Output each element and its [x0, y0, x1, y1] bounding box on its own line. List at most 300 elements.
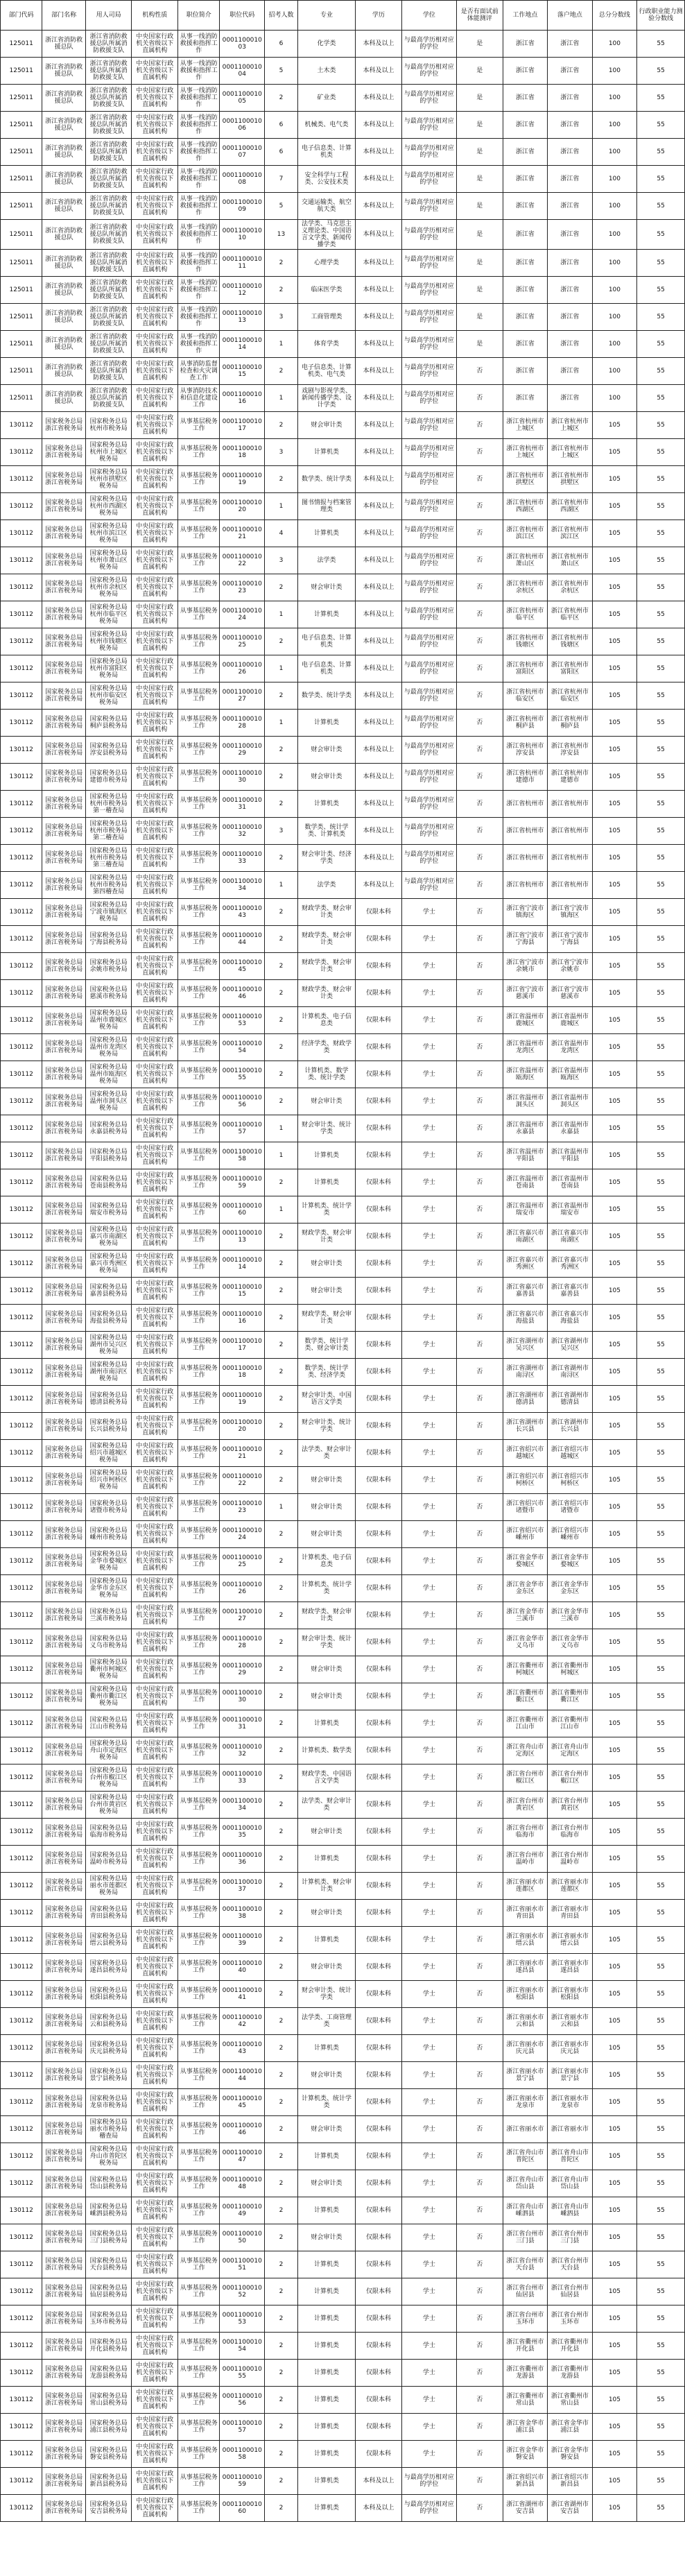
table-cell: 105	[592, 493, 637, 520]
table-cell: 国家税务总局浙江省税务局	[42, 1061, 85, 1088]
table-cell: 105	[592, 2062, 637, 2089]
table-cell: 学士	[401, 1332, 456, 1359]
table-row	[1, 520, 685, 547]
table-cell: 125011	[1, 250, 42, 277]
table-cell: 学士	[401, 1413, 456, 1440]
table-cell: 从事基层税务工作	[178, 764, 220, 791]
table-cell: 财会审计类	[297, 1467, 355, 1494]
table-cell: 浙江省消防救援总队	[42, 304, 85, 331]
table-cell: 否	[456, 872, 503, 899]
table-cell: 电子信息类、计算机类	[297, 139, 355, 166]
table-cell: 浙江省衢州市柯城区	[548, 1656, 593, 1683]
table-cell: 105	[592, 1007, 637, 1034]
table-cell: 国家税务总局衢州市衢江区税务局	[85, 1683, 132, 1710]
table-cell: 仅限本科	[356, 1305, 402, 1332]
table-cell: 法学类、财会审计类	[297, 1792, 355, 1819]
table-cell: 国家税务总局浙江省税务局	[42, 601, 85, 628]
table-cell: 105	[592, 2143, 637, 2170]
table-cell: 55	[637, 2495, 685, 2522]
table-cell: 55	[637, 1575, 685, 1602]
table-cell: 从事基层税务工作	[178, 1764, 220, 1792]
column-header: 招考人数	[265, 1, 298, 31]
table-cell: 105	[592, 2387, 637, 2414]
table-cell: 本科及以上	[356, 466, 402, 493]
table-cell: 105	[592, 2251, 637, 2278]
table-cell: 财会审计类	[297, 1088, 355, 1115]
table-cell: 浙江省温州市瑞安市	[548, 1196, 593, 1223]
table-cell: 国家税务总局遂昌县税务局	[85, 1954, 132, 1981]
table-row	[1, 1494, 685, 1521]
table-cell: 财会审计类	[297, 1683, 355, 1710]
table-cell: 国家税务总局浙江省税务局	[42, 1521, 85, 1548]
table-cell: 浙江省金华市浦江县	[503, 2414, 548, 2441]
table-cell: 国家税务总局浙江省税务局	[42, 791, 85, 818]
table-cell: 浙江省湖州市安吉县	[548, 2495, 593, 2522]
table-cell: 从事消防监督检查和火灾调查工作	[178, 358, 220, 385]
table-row	[1, 2305, 685, 2333]
table-row	[1, 2035, 685, 2062]
table-cell: 2	[265, 1656, 298, 1683]
table-row	[1, 1629, 685, 1656]
table-cell: 仅限本科	[356, 2062, 402, 2089]
table-cell: 2	[265, 1927, 298, 1954]
table-cell: 130112	[1, 1007, 42, 1034]
table-cell: 浙江省丽水市缙云县	[548, 1927, 593, 1954]
table-cell: 130112	[1, 682, 42, 710]
table-cell: 105	[592, 1981, 637, 2008]
table-cell: 000110001010	[220, 220, 265, 250]
table-cell: 1	[265, 385, 298, 412]
table-cell: 学士	[401, 1873, 456, 1900]
table-cell: 浙江省杭州市拱墅区	[548, 466, 593, 493]
table-cell: 000110001012	[220, 277, 265, 304]
table-cell: 国家税务总局浙江省税务局	[42, 1223, 85, 1251]
table-cell: 中央国家行政机关省级以下直属机构	[132, 601, 178, 628]
table-cell: 55	[637, 2197, 685, 2224]
table-cell: 国家税务总局玉环市税务局	[85, 2305, 132, 2333]
table-cell: 否	[456, 1954, 503, 1981]
table-cell: 2	[265, 1332, 298, 1359]
table-cell: 2	[265, 1575, 298, 1602]
table-cell: 仅限本科	[356, 980, 402, 1007]
table-cell: 浙江省金华市兰溪市	[548, 1602, 593, 1629]
table-cell: 学士	[401, 1954, 456, 1981]
table-cell: 浙江省温州市鹿城区	[548, 1007, 593, 1034]
table-cell: 130112	[1, 1846, 42, 1873]
table-cell: 130112	[1, 1061, 42, 1088]
table-cell: 国家税务总局浙江省税务局	[42, 1142, 85, 1169]
table-cell: 否	[456, 2062, 503, 2089]
table-cell: 数学类、统计学类	[297, 682, 355, 710]
table-cell: 000110001044	[220, 926, 265, 953]
table-cell: 000110001047	[220, 2143, 265, 2170]
table-row	[1, 31, 685, 58]
table-cell: 国家税务总局常山县税务局	[85, 2387, 132, 2414]
table-cell: 100	[592, 277, 637, 304]
table-cell: 105	[592, 926, 637, 953]
table-cell: 浙江省绍兴市诸暨市	[503, 1494, 548, 1521]
table-cell: 中央国家行政机关省级以下直属机构	[132, 85, 178, 112]
table-cell: 中央国家行政机关省级以下直属机构	[132, 1792, 178, 1819]
table-cell: 55	[637, 1115, 685, 1142]
table-cell: 100	[592, 31, 637, 58]
table-cell: 6	[265, 31, 298, 58]
table-cell: 浙江省消防救援总队	[42, 139, 85, 166]
table-cell: 浙江省杭州市拱墅区	[503, 466, 548, 493]
table-cell: 国家税务总局杭州市萧山区税务局	[85, 547, 132, 574]
table-cell: 国家税务总局浙江省税务局	[42, 2008, 85, 2035]
table-cell: 100	[592, 112, 637, 139]
table-cell: 国家税务总局浙江省税务局	[42, 845, 85, 872]
table-cell: 从事基层税务工作	[178, 1278, 220, 1305]
table-cell: 2	[265, 2495, 298, 2522]
table-cell: 从事基层税务工作	[178, 1737, 220, 1764]
table-cell: 中央国家行政机关省级以下直属机构	[132, 2305, 178, 2333]
table-cell: 计算机类、统计学类	[297, 2089, 355, 2116]
table-cell: 55	[637, 2089, 685, 2116]
table-cell: 55	[637, 574, 685, 601]
table-cell: 国家税务总局浙江省税务局	[42, 1169, 85, 1196]
table-cell: 浙江省	[503, 31, 548, 58]
table-cell: 55	[637, 1061, 685, 1088]
table-cell: 105	[592, 737, 637, 764]
table-cell: 浙江省台州市临海市	[548, 1819, 593, 1846]
table-cell: 000110001054	[220, 1034, 265, 1061]
table-cell: 5	[265, 193, 298, 220]
table-cell: 国家税务总局浙江省税务局	[42, 1873, 85, 1900]
table-cell: 否	[456, 818, 503, 845]
table-cell: 浙江省消防救援总队	[42, 85, 85, 112]
table-cell: 浙江省杭州市	[503, 872, 548, 899]
table-cell: 从事一线消防救援和指挥工作	[178, 85, 220, 112]
table-row	[1, 2360, 685, 2387]
table-cell: 105	[592, 1278, 637, 1305]
table-cell: 从事基层税务工作	[178, 2035, 220, 2062]
table-cell: 国家税务总局浙江省税务局	[42, 1251, 85, 1278]
table-cell: 从事基层税务工作	[178, 1954, 220, 1981]
table-row	[1, 277, 685, 304]
table-cell: 从事基层税务工作	[178, 899, 220, 926]
table-cell: 中央国家行政机关省级以下直属机构	[132, 2495, 178, 2522]
table-cell: 仅限本科	[356, 1656, 402, 1683]
table-cell: 105	[592, 2008, 637, 2035]
table-cell: 国家税务总局浙江省税务局	[42, 980, 85, 1007]
table-cell: 浙江省温州市苍南县	[503, 1169, 548, 1196]
table-cell: 计算机类	[297, 2143, 355, 2170]
table-cell: 105	[592, 1683, 637, 1710]
table-cell: 本科及以上	[356, 331, 402, 358]
table-cell: 浙江省金华市婺城区	[548, 1548, 593, 1575]
table-cell: 仅限本科	[356, 1061, 402, 1088]
table-cell: 105	[592, 2170, 637, 2197]
table-cell: 本科及以上	[356, 58, 402, 85]
table-cell: 中央国家行政机关省级以下直属机构	[132, 2143, 178, 2170]
table-cell: 本科及以上	[356, 872, 402, 899]
table-cell: 国家税务总局浙江省税务局	[42, 1900, 85, 1927]
table-cell: 55	[637, 791, 685, 818]
table-row	[1, 2089, 685, 2116]
table-cell: 中央国家行政机关省级以下直属机构	[132, 493, 178, 520]
table-cell: 浙江省绍兴市柯桥区	[548, 1467, 593, 1494]
table-cell: 计算机类	[297, 2305, 355, 2333]
table-cell: 105	[592, 2197, 637, 2224]
column-header: 行政职业能力测验分数线	[637, 1, 685, 31]
table-cell: 本科及以上	[356, 85, 402, 112]
table-cell: 与最高学历相对应的学位	[401, 139, 456, 166]
table-cell: 国家税务总局浙江省税务局	[42, 547, 85, 574]
table-cell: 浙江省绍兴市越城区	[548, 1440, 593, 1467]
table-row	[1, 2197, 685, 2224]
table-cell: 国家税务总局庆元县税务局	[85, 2035, 132, 2062]
table-cell: 国家税务总局浙江省税务局	[42, 2197, 85, 2224]
table-cell: 学士	[401, 1305, 456, 1332]
table-cell: 学士	[401, 1683, 456, 1710]
table-cell: 从事基层税务工作	[178, 2089, 220, 2116]
table-cell: 浙江省杭州市临安区	[503, 682, 548, 710]
table-cell: 国家税务总局浙江省税务局	[42, 926, 85, 953]
table-cell: 105	[592, 1088, 637, 1115]
table-cell: 中央国家行政机关省级以下直属机构	[132, 737, 178, 764]
table-cell: 中央国家行政机关省级以下直属机构	[132, 1494, 178, 1521]
table-cell: 浙江省台州市玉环市	[503, 2305, 548, 2333]
table-cell: 000110001032	[220, 1737, 265, 1764]
table-cell: 浙江省衢州市常山县	[503, 2387, 548, 2414]
table-cell: 否	[456, 1819, 503, 1846]
table-cell: 否	[456, 682, 503, 710]
table-cell: 105	[592, 1034, 637, 1061]
table-cell: 化学类	[297, 31, 355, 58]
table-cell: 125011	[1, 277, 42, 304]
table-cell: 中央国家行政机关省级以下直属机构	[132, 412, 178, 439]
table-cell: 中央国家行政机关省级以下直属机构	[132, 2035, 178, 2062]
table-cell: 55	[637, 466, 685, 493]
table-cell: 55	[637, 1954, 685, 1981]
table-cell: 否	[456, 1359, 503, 1386]
table-cell: 学士	[401, 1494, 456, 1521]
table-cell: 与最高学历相对应的学位	[401, 737, 456, 764]
table-cell: 浙江省丽水市龙泉市	[548, 2089, 593, 2116]
table-row	[1, 1061, 685, 1088]
table-cell: 从事基层税务工作	[178, 1359, 220, 1386]
table-cell: 中央国家行政机关省级以下直属机构	[132, 1819, 178, 1846]
table-cell: 浙江省	[503, 139, 548, 166]
table-cell: 国家税务总局浙江省税务局	[42, 2170, 85, 2197]
table-cell: 国家税务总局台州市椒江区税务局	[85, 1764, 132, 1792]
table-cell: 浙江省丽水市莲都区	[503, 1873, 548, 1900]
table-cell: 学士	[401, 2387, 456, 2414]
table-cell: 从事基层税务工作	[178, 1142, 220, 1169]
table-cell: 国家税务总局浙江省税务局	[42, 1629, 85, 1656]
table-cell: 国家税务总局松阳县税务局	[85, 1981, 132, 2008]
table-cell: 计算机类	[297, 601, 355, 628]
table-row	[1, 2333, 685, 2360]
table-cell: 否	[456, 1548, 503, 1575]
table-cell: 000110001029	[220, 1656, 265, 1683]
table-cell: 130112	[1, 655, 42, 682]
table-cell: 从事基层税务工作	[178, 2008, 220, 2035]
table-cell: 7	[265, 166, 298, 193]
table-cell: 125011	[1, 58, 42, 85]
table-cell: 000110001021	[220, 1440, 265, 1467]
table-cell: 否	[456, 1332, 503, 1359]
table-cell: 浙江省金华市浦江县	[548, 2414, 593, 2441]
table-cell: 000110001045	[220, 2089, 265, 2116]
table-cell: 国家税务总局浙江省税务局	[42, 628, 85, 655]
table-cell: 浙江省杭州市临平区	[548, 601, 593, 628]
table-cell: 3	[265, 547, 298, 574]
table-cell: 国家税务总局云和县税务局	[85, 2008, 132, 2035]
table-cell: 仅限本科	[356, 2197, 402, 2224]
table-cell: 浙江省杭州市滨江区	[503, 520, 548, 547]
table-cell: 000110001027	[220, 682, 265, 710]
table-cell: 浙江省丽水市遂昌县	[548, 1954, 593, 1981]
table-cell: 55	[637, 2441, 685, 2468]
table-cell: 国家税务总局龙泉市税务局	[85, 2089, 132, 2116]
table-cell: 仅限本科	[356, 2170, 402, 2197]
table-cell: 中央国家行政机关省级以下直属机构	[132, 439, 178, 466]
table-row	[1, 1467, 685, 1494]
table-cell: 55	[637, 2333, 685, 2360]
table-cell: 计算机类	[297, 2387, 355, 2414]
table-cell: 浙江省杭州市桐庐县	[548, 710, 593, 737]
table-cell: 是	[456, 85, 503, 112]
column-header: 总分分数线	[592, 1, 637, 31]
table-cell: 浙江省消防救援总队	[42, 166, 85, 193]
table-cell: 国家税务总局海盐县税务局	[85, 1305, 132, 1332]
table-cell: 国家税务总局开化县税务局	[85, 2333, 132, 2360]
table-cell: 浙江省台州市温岭市	[503, 1846, 548, 1873]
table-cell: 浙江省衢州市常山县	[548, 2387, 593, 2414]
table-cell: 从事基层税务工作	[178, 574, 220, 601]
table-cell: 从事基层税务工作	[178, 2143, 220, 2170]
table-cell: 130112	[1, 1548, 42, 1575]
table-cell: 学士	[401, 899, 456, 926]
table-cell: 130112	[1, 1683, 42, 1710]
table-cell: 数学类、统计学类、计算机类	[297, 818, 355, 845]
table-cell: 国家税务总局浙江省税务局	[42, 1359, 85, 1386]
table-cell: 105	[592, 1386, 637, 1413]
table-cell: 国家税务总局浙江省税务局	[42, 953, 85, 980]
table-cell: 105	[592, 412, 637, 439]
table-cell: 本科及以上	[356, 385, 402, 412]
table-cell: 国家税务总局龙游县税务局	[85, 2360, 132, 2387]
table-cell: 否	[456, 1873, 503, 1900]
table-cell: 计算机类	[297, 791, 355, 818]
table-cell: 2	[265, 2278, 298, 2305]
table-cell: 国家税务总局浙江省税务局	[42, 1007, 85, 1034]
table-cell: 55	[637, 2414, 685, 2441]
table-cell: 本科及以上	[356, 574, 402, 601]
table-cell: 否	[456, 1088, 503, 1115]
table-row	[1, 439, 685, 466]
table-cell: 国家税务总局浙江省税务局	[42, 2495, 85, 2522]
table-cell: 国家税务总局杭州市税务局第四稽查局	[85, 872, 132, 899]
table-cell: 100	[592, 193, 637, 220]
table-cell: 130112	[1, 2333, 42, 2360]
table-cell: 125011	[1, 85, 42, 112]
table-cell: 浙江省	[548, 112, 593, 139]
table-row	[1, 872, 685, 899]
table-cell: 本科及以上	[356, 791, 402, 818]
table-cell: 财会审计类	[297, 2062, 355, 2089]
table-cell: 中央国家行政机关省级以下直属机构	[132, 1305, 178, 1332]
table-cell: 55	[637, 412, 685, 439]
table-cell: 仅限本科	[356, 1954, 402, 1981]
table-cell: 浙江省丽水市青田县	[503, 1900, 548, 1927]
table-cell: 105	[592, 791, 637, 818]
table-cell: 国家税务总局浙江省税务局	[42, 1440, 85, 1467]
table-cell: 学士	[401, 2062, 456, 2089]
table-cell: 法学类、马克思主义理论类、中国语言文学类、新闻传播学类	[297, 220, 355, 250]
table-cell: 55	[637, 818, 685, 845]
table-cell: 105	[592, 1846, 637, 1873]
table-cell: 130112	[1, 1710, 42, 1737]
table-cell: 浙江省杭州市富阳区	[503, 655, 548, 682]
table-cell: 浙江省杭州市临安区	[548, 682, 593, 710]
table-cell: 从事基层税务工作	[178, 1602, 220, 1629]
table-cell: 学士	[401, 1846, 456, 1873]
table-cell: 2	[265, 845, 298, 872]
table-row	[1, 710, 685, 737]
table-cell: 是	[456, 250, 503, 277]
table-cell: 从事基层税务工作	[178, 2333, 220, 2360]
table-cell: 仅限本科	[356, 2305, 402, 2333]
table-cell: 浙江省绍兴市柯桥区	[503, 1467, 548, 1494]
table-cell: 2	[265, 1034, 298, 1061]
table-cell: 55	[637, 1440, 685, 1467]
table-row	[1, 791, 685, 818]
table-cell: 与最高学历相对应的学位	[401, 193, 456, 220]
table-cell: 2	[265, 1359, 298, 1386]
table-cell: 浙江省	[548, 250, 593, 277]
table-cell: 与最高学历相对应的学位	[401, 547, 456, 574]
table-cell: 105	[592, 1413, 637, 1440]
table-cell: 55	[637, 737, 685, 764]
table-cell: 从事基层税务工作	[178, 818, 220, 845]
table-cell: 000110001022	[220, 1467, 265, 1494]
table-cell: 否	[456, 1927, 503, 1954]
table-row	[1, 1440, 685, 1467]
table-cell: 2	[265, 1440, 298, 1467]
table-cell: 105	[592, 1548, 637, 1575]
table-cell: 浙江省温州市平阳县	[548, 1142, 593, 1169]
table-cell: 财会审计类	[297, 574, 355, 601]
table-cell: 2	[265, 2251, 298, 2278]
table-cell: 仅限本科	[356, 2441, 402, 2468]
table-cell: 105	[592, 1900, 637, 1927]
table-row	[1, 2143, 685, 2170]
table-cell: 浙江省杭州市	[503, 845, 548, 872]
table-cell: 与最高学历相对应的学位	[401, 277, 456, 304]
table-cell: 仅限本科	[356, 2008, 402, 2035]
table-cell: 100	[592, 166, 637, 193]
table-cell: 130112	[1, 2170, 42, 2197]
table-cell: 浙江省绍兴市嵊州市	[548, 1521, 593, 1548]
table-cell: 000110001021	[220, 520, 265, 547]
table-cell: 1	[265, 1142, 298, 1169]
table-cell: 否	[456, 926, 503, 953]
table-cell: 浙江省杭州市上城区	[503, 412, 548, 439]
table-cell: 105	[592, 2116, 637, 2143]
table-cell: 从事基层税务工作	[178, 682, 220, 710]
table-cell: 财会审计类	[297, 1819, 355, 1846]
table-cell: 否	[456, 1656, 503, 1683]
table-cell: 中央国家行政机关省级以下直属机构	[132, 1981, 178, 2008]
table-cell: 浙江省丽水市云和县	[548, 2008, 593, 2035]
table-cell: 国家税务总局浙江省税务局	[42, 764, 85, 791]
table-cell: 浙江省温州市洞头区	[503, 1088, 548, 1115]
table-cell: 否	[456, 1683, 503, 1710]
